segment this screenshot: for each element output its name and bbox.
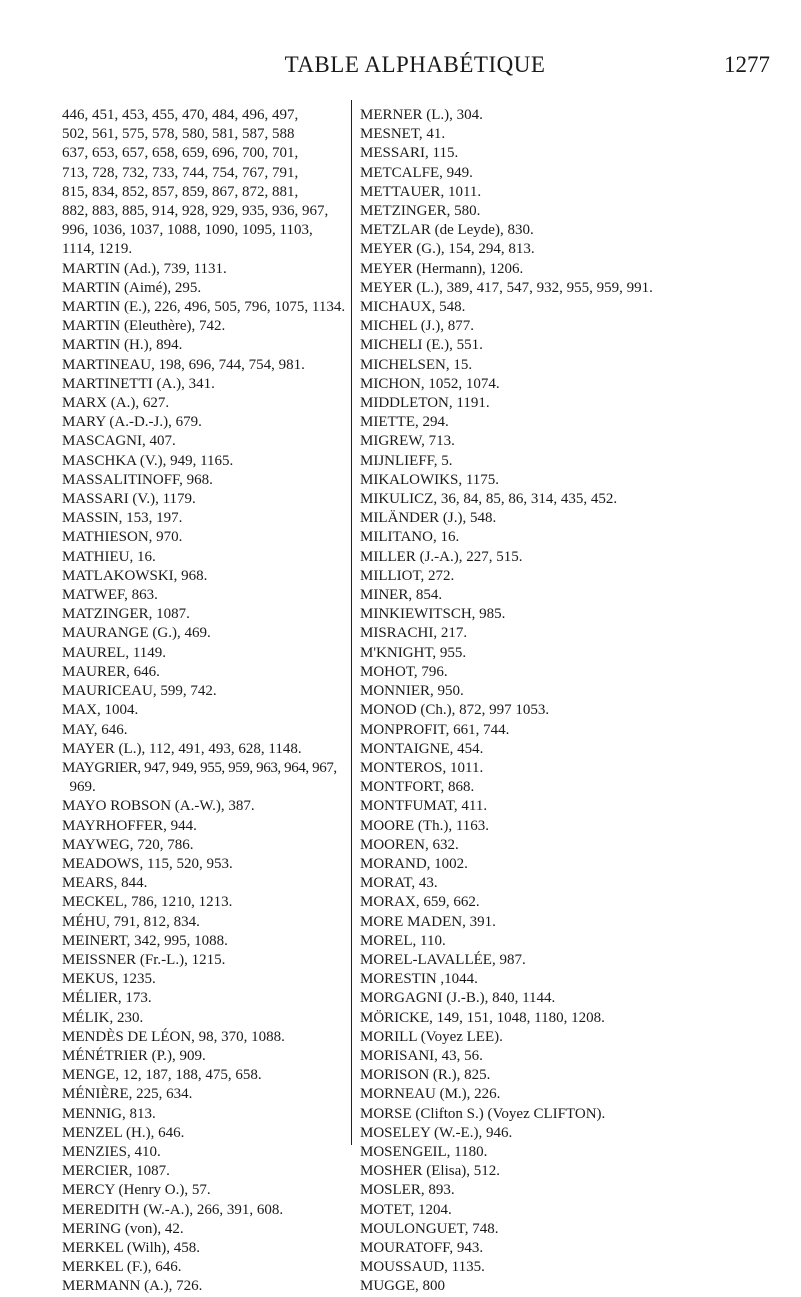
index-entry: MAY, 646. <box>62 721 128 738</box>
index-entry: MORISON (R.), 825. <box>360 1067 491 1084</box>
index-entry: MAYO ROBSON (A.-W.), 387. <box>62 798 255 815</box>
index-entry: MOHOT, 796. <box>360 663 448 680</box>
index-entry: MONTFUMAT, 411. <box>360 798 488 815</box>
index-entry: MEYER (Hermann), 1206. <box>360 260 524 277</box>
index-entry: MAYWEG, 720, 786. <box>62 836 194 853</box>
index-entry: MAYER (L.), 112, 491, 493, 628, 1148. <box>62 740 302 757</box>
index-entry: 815, 834, 852, 857, 859, 867, 872, 881, <box>62 183 299 200</box>
index-entry: MAYGRIER, 947, 949, 955, 959, 963, 964, 967, <box>62 759 337 776</box>
index-entry: MASCHKA (V.), 949, 1165. <box>62 452 234 469</box>
index-entry: MÉHU, 791, 812, 834. <box>62 913 200 930</box>
index-entry: MENGE, 12, 187, 188, 475, 658. <box>62 1067 262 1084</box>
index-entry: MARTIN (Aimé), 295. <box>62 279 202 296</box>
index-entry: MASSIN, 153, 197. <box>62 510 183 527</box>
index-entry: MICHAUX, 548. <box>360 299 466 316</box>
index-entry: MARTINETTI (A.), 341. <box>62 375 215 392</box>
index-entry: MONTAIGNE, 454. <box>360 740 484 757</box>
index-entry: MERKEL (Wilh), 458. <box>62 1239 200 1256</box>
index-entry: MOSLER, 893. <box>360 1182 455 1199</box>
index-entry: MARTIN (H.), 894. <box>62 337 183 354</box>
index-entry: MEYER (G.), 154, 294, 813. <box>360 241 535 258</box>
index-entry: MAURICEAU, 599, 742. <box>62 683 217 700</box>
index-entry: MAURER, 646. <box>62 663 160 680</box>
index-entry: MATZINGER, 1087. <box>62 606 190 623</box>
index-entry: MARTIN (Eleuthère), 742. <box>62 318 226 335</box>
index-entry: MENNIG, 813. <box>62 1105 156 1122</box>
index-entry: MARX (A.), 627. <box>62 395 170 412</box>
index-entry: MOULONGUET, 748. <box>360 1220 499 1237</box>
index-entry: MINER, 854. <box>360 587 443 604</box>
index-entry: MESNET, 41. <box>360 126 446 143</box>
index-entry: METTAUER, 1011. <box>360 183 482 200</box>
index-entry: 637, 653, 657, 658, 659, 696, 700, 701, <box>62 145 299 162</box>
index-entry: M'KNIGHT, 955. <box>360 644 467 661</box>
index-entry: MONOD (Ch.), 872, 997 1053. <box>360 702 550 719</box>
index-entry: MARTINEAU, 198, 696, 744, 754, 981. <box>62 356 305 373</box>
index-entry: MERMANN (A.), 726. <box>62 1278 203 1295</box>
index-entry: MERKEL (F.), 646. <box>62 1259 182 1276</box>
index-entry: MASCAGNI, 407. <box>62 433 176 450</box>
index-entry: MERCIER, 1087. <box>62 1163 170 1180</box>
index-entry: MILÄNDER (J.), 548. <box>360 510 497 527</box>
index-entry: MOSHER (Elisa), 512. <box>360 1163 500 1180</box>
index-entry: MOORE (Th.), 1163. <box>360 817 490 834</box>
index-entry: MIETTE, 294. <box>360 414 449 431</box>
index-entry: MATLAKOWSKI, 968. <box>62 567 208 584</box>
index-entry: MICHELSEN, 15. <box>360 356 473 373</box>
index-entry: MERNER (L.), 304. <box>360 107 483 123</box>
index-entry: MIKALOWIKS, 1175. <box>360 471 500 488</box>
index-entry: MATHIESON, 970. <box>62 529 183 546</box>
index-entry: MEISSNER (Fr.-L.), 1215. <box>62 951 226 968</box>
index-entry: 969. <box>62 779 96 796</box>
index-entry: MARTIN (E.), 226, 496, 505, 796, 1075, 1134. <box>62 299 346 316</box>
index-entry: MORNEAU (M.), 226. <box>360 1086 501 1103</box>
index-entry: MÉNIÈRE, 225, 634. <box>62 1086 193 1103</box>
index-entry: 502, 561, 575, 578, 580, 581, 587, 588 <box>62 126 295 143</box>
index-entry: MORE MADEN, 391. <box>360 913 496 930</box>
index-entry: MUGGE, 800 <box>360 1278 445 1295</box>
index-entry: MICHELI (E.), 551. <box>360 337 483 354</box>
index-entry: MORISANI, 43, 56. <box>360 1047 483 1064</box>
index-entry: MORAND, 1002. <box>360 855 468 872</box>
index-entry: MOREL-LAVALLÉE, 987. <box>360 951 526 968</box>
index-entry: METZINGER, 580. <box>360 203 481 220</box>
index-entry: MATHIEU, 16. <box>62 548 156 565</box>
index-entry: MISRACHI, 217. <box>360 625 468 642</box>
index-entry: MASSALITINOFF, 968. <box>62 471 213 488</box>
index-entry: MORAT, 43. <box>360 875 438 892</box>
index-entry: MECKEL, 786, 1210, 1213. <box>62 894 233 911</box>
index-entry: MORSE (Clifton S.) (Voyez CLIFTON). <box>360 1105 606 1122</box>
index-entry: MIDDLETON, 1191. <box>360 395 490 412</box>
index-entry: MIKULICZ, 36, 84, 85, 86, 314, 435, 452. <box>360 491 618 508</box>
column-divider <box>351 100 352 1145</box>
index-entry: 882, 883, 885, 914, 928, 929, 935, 936, 967, <box>62 203 329 220</box>
index-entry: MARTIN (Ad.), 739, 1131. <box>62 260 227 277</box>
index-entry: MENZIES, 410. <box>62 1143 161 1160</box>
index-entry: MAURANGE (G.), 469. <box>62 625 211 642</box>
index-entry: 446, 451, 453, 455, 470, 484, 496, 497, <box>62 107 299 123</box>
index-entry: MESSARI, 115. <box>360 145 459 162</box>
index-entry: MENDÈS DE LÉON, 98, 370, 1088. <box>62 1028 285 1045</box>
index-entry: MOREL, 110. <box>360 932 446 949</box>
index-entry: 996, 1036, 1037, 1088, 1090, 1095, 1103, <box>62 222 313 239</box>
index-entry: MARY (A.-D.-J.), 679. <box>62 414 202 431</box>
index-entry: MAYRHOFFER, 944. <box>62 817 197 834</box>
index-entry: MÉLIK, 230. <box>62 1009 144 1026</box>
index-entry: MORILL (Voyez LEE). <box>360 1028 503 1045</box>
page-header <box>56 52 774 80</box>
index-entry: MATWEF, 863. <box>62 587 158 604</box>
index-entry: MEARS, 844. <box>62 875 148 892</box>
index-entry: MORESTIN ,1044. <box>360 971 478 988</box>
index-entry: MASSARI (V.), 1179. <box>62 491 196 508</box>
page-title: TABLE ALPHABÉTIQUE <box>284 52 546 77</box>
index-entry: MICHEL (J.), 877. <box>360 318 475 335</box>
index-entry: MÖRICKE, 149, 151, 1048, 1180, 1208. <box>360 1009 605 1026</box>
index-entry: MINKIEWITSCH, 985. <box>360 606 506 623</box>
index-entry: MOSELEY (W.-E.), 946. <box>360 1124 513 1141</box>
index-entry: 1114, 1219. <box>62 241 133 258</box>
index-entry: MÉNÉTRIER (P.), 909. <box>62 1047 206 1064</box>
index-entry: MONPROFIT, 661, 744. <box>360 721 510 738</box>
index-entry: MÉLIER, 173. <box>62 990 152 1007</box>
index-entry: 713, 728, 732, 733, 744, 754, 767, 791, <box>62 164 299 181</box>
index-entry: MILLIOT, 272. <box>360 567 455 584</box>
index-entry: MILITANO, 16. <box>360 529 460 546</box>
index-entry: MILLER (J.-A.), 227, 515. <box>360 548 523 565</box>
index-column-right <box>360 106 760 1297</box>
index-entry: MENZEL (H.), 646. <box>62 1124 185 1141</box>
index-entry: MORGAGNI (J.-B.), 840, 1144. <box>360 990 556 1007</box>
index-entry: MEYER (L.), 389, 417, 547, 932, 955, 959, 991. <box>360 279 653 296</box>
index-entry: MEADOWS, 115, 520, 953. <box>62 855 233 872</box>
index-entry: MONNIER, 950. <box>360 683 464 700</box>
index-entry: MEINERT, 342, 995, 1088. <box>62 932 228 949</box>
index-entry: MOOREN, 632. <box>360 836 459 853</box>
index-entry: MOSENGEIL, 1180. <box>360 1143 488 1160</box>
index-entry: MONTEROS, 1011. <box>360 759 484 776</box>
index-column-left <box>62 106 350 1297</box>
index-entry: MICHON, 1052, 1074. <box>360 375 500 392</box>
index-entry: MERING (von), 42. <box>62 1220 184 1237</box>
index-entry: MORAX, 659, 662. <box>360 894 480 911</box>
index-entry: MIJNLIEFF, 5. <box>360 452 453 469</box>
index-entry: MEREDITH (W.-A.), 266, 391, 608. <box>62 1201 284 1218</box>
page-number: 1277 <box>724 52 770 77</box>
index-entry: MONTFORT, 868. <box>360 779 475 796</box>
index-entry: MOUSSAUD, 1135. <box>360 1259 485 1276</box>
index-entry: MEKUS, 1235. <box>62 971 156 988</box>
index-entry: MOURATOFF, 943. <box>360 1239 484 1256</box>
index-entry: MAUREL, 1149. <box>62 644 167 661</box>
index-entry: MERCY (Henry O.), 57. <box>62 1182 211 1199</box>
index-entry: MOTET, 1204. <box>360 1201 452 1218</box>
index-entry: METZLAR (de Leyde), 830. <box>360 222 534 239</box>
index-entry: METCALFE, 949. <box>360 164 473 181</box>
index-entry: MIGREW, 713. <box>360 433 455 450</box>
index-entry: MAX, 1004. <box>62 702 139 719</box>
